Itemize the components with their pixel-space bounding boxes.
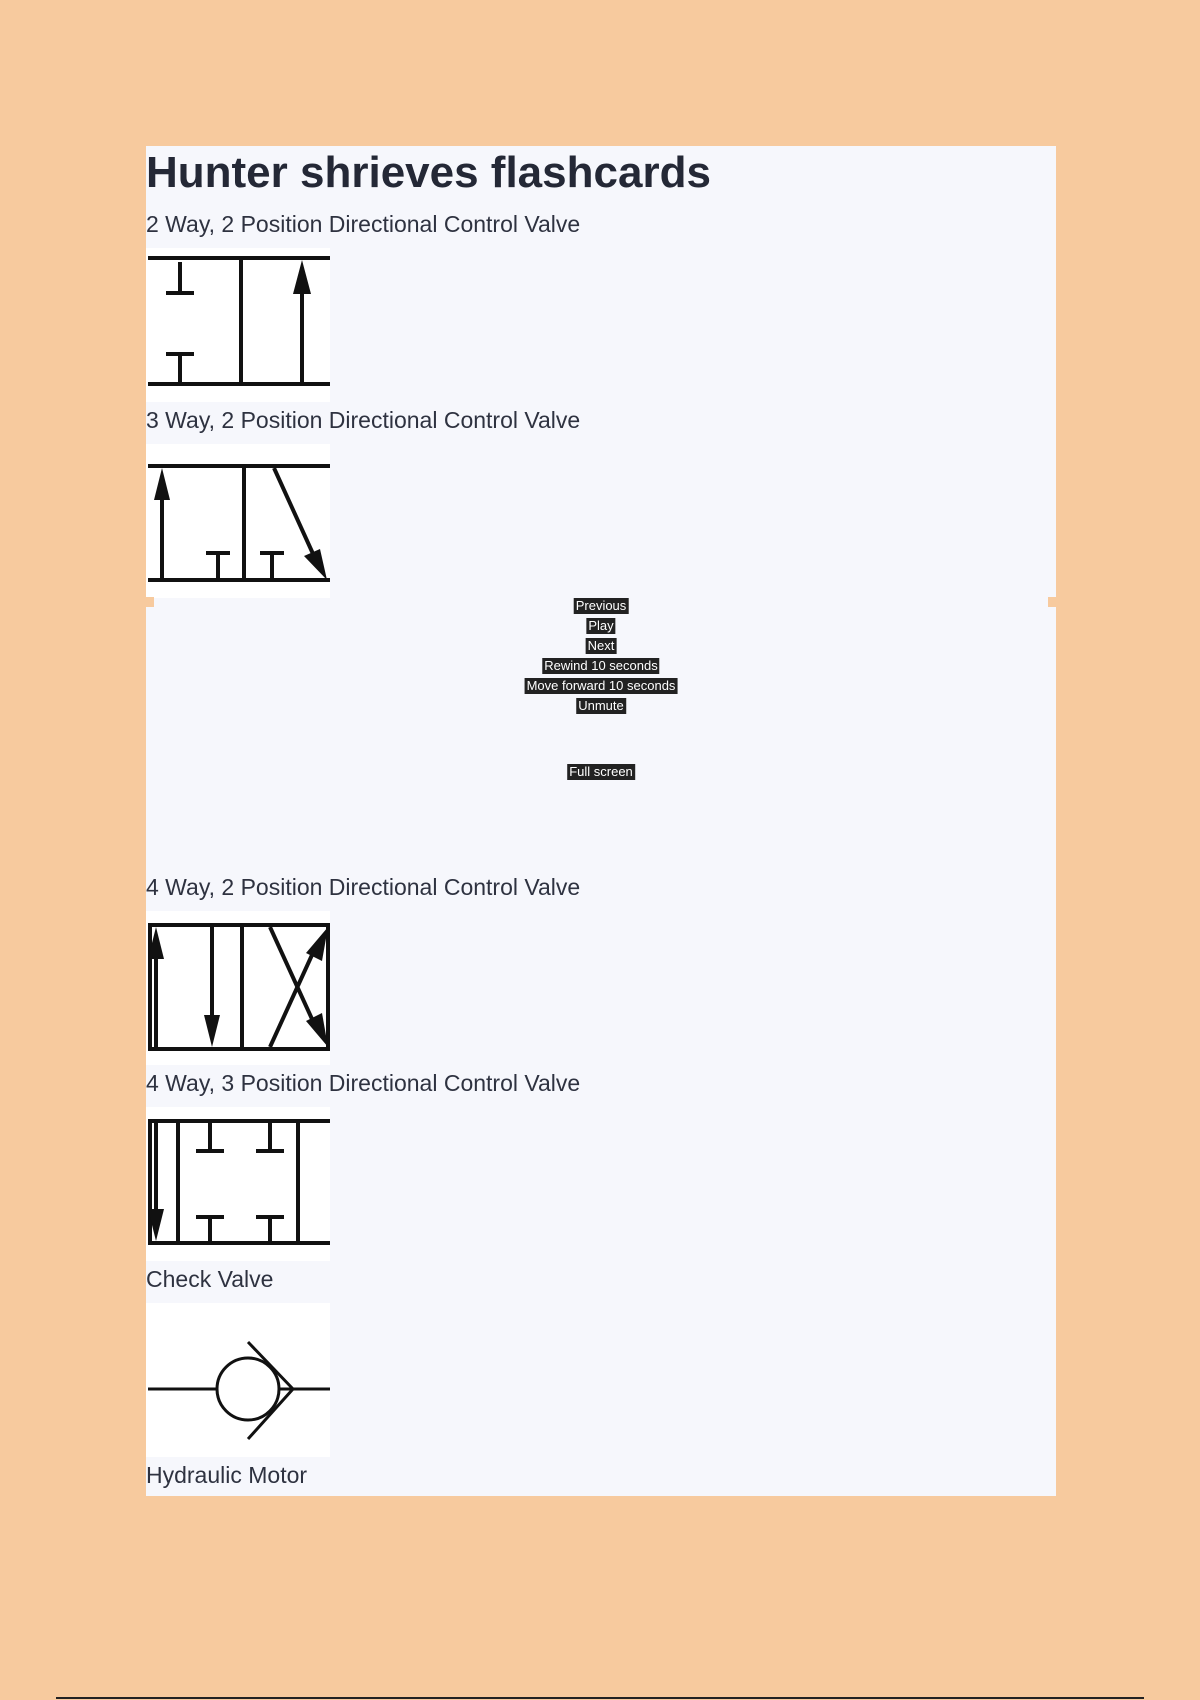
card-term: 4 Way, 3 Position Directional Control Valve — [146, 1070, 581, 1096]
three-way-two-position-valve-icon — [146, 444, 330, 598]
next-button[interactable]: Next — [587, 638, 615, 653]
play-button[interactable]: Play — [588, 618, 614, 633]
flashcard-list — [146, 146, 1056, 1496]
fullscreen-button[interactable]: Full screen — [569, 764, 633, 779]
card-term: 4 Way, 2 Position Directional Control Valve — [146, 874, 581, 900]
card-term: 3 Way, 2 Position Directional Control Valve — [146, 407, 581, 433]
rewind-button[interactable]: Rewind 10 seconds — [544, 658, 658, 673]
unmute-button[interactable]: Unmute — [578, 698, 624, 713]
two-way-two-position-valve-icon — [146, 248, 330, 402]
forward-button[interactable]: Move forward 10 seconds — [526, 678, 676, 693]
four-way-two-position-valve-icon — [146, 911, 330, 1065]
card-term: Hydraulic Motor — [146, 1462, 308, 1488]
page-title: Hunter shrieves flashcards — [146, 148, 711, 197]
four-way-three-position-valve-icon — [146, 1107, 330, 1261]
card-notch-left — [146, 597, 154, 607]
card-notch-right — [1048, 597, 1056, 607]
previous-button[interactable]: Previous — [575, 598, 627, 613]
check-valve-icon — [146, 1303, 330, 1457]
card-term: 2 Way, 2 Position Directional Control Valve — [146, 211, 581, 237]
page-divider — [56, 1697, 1144, 1699]
card-term: Check Valve — [146, 1266, 274, 1292]
